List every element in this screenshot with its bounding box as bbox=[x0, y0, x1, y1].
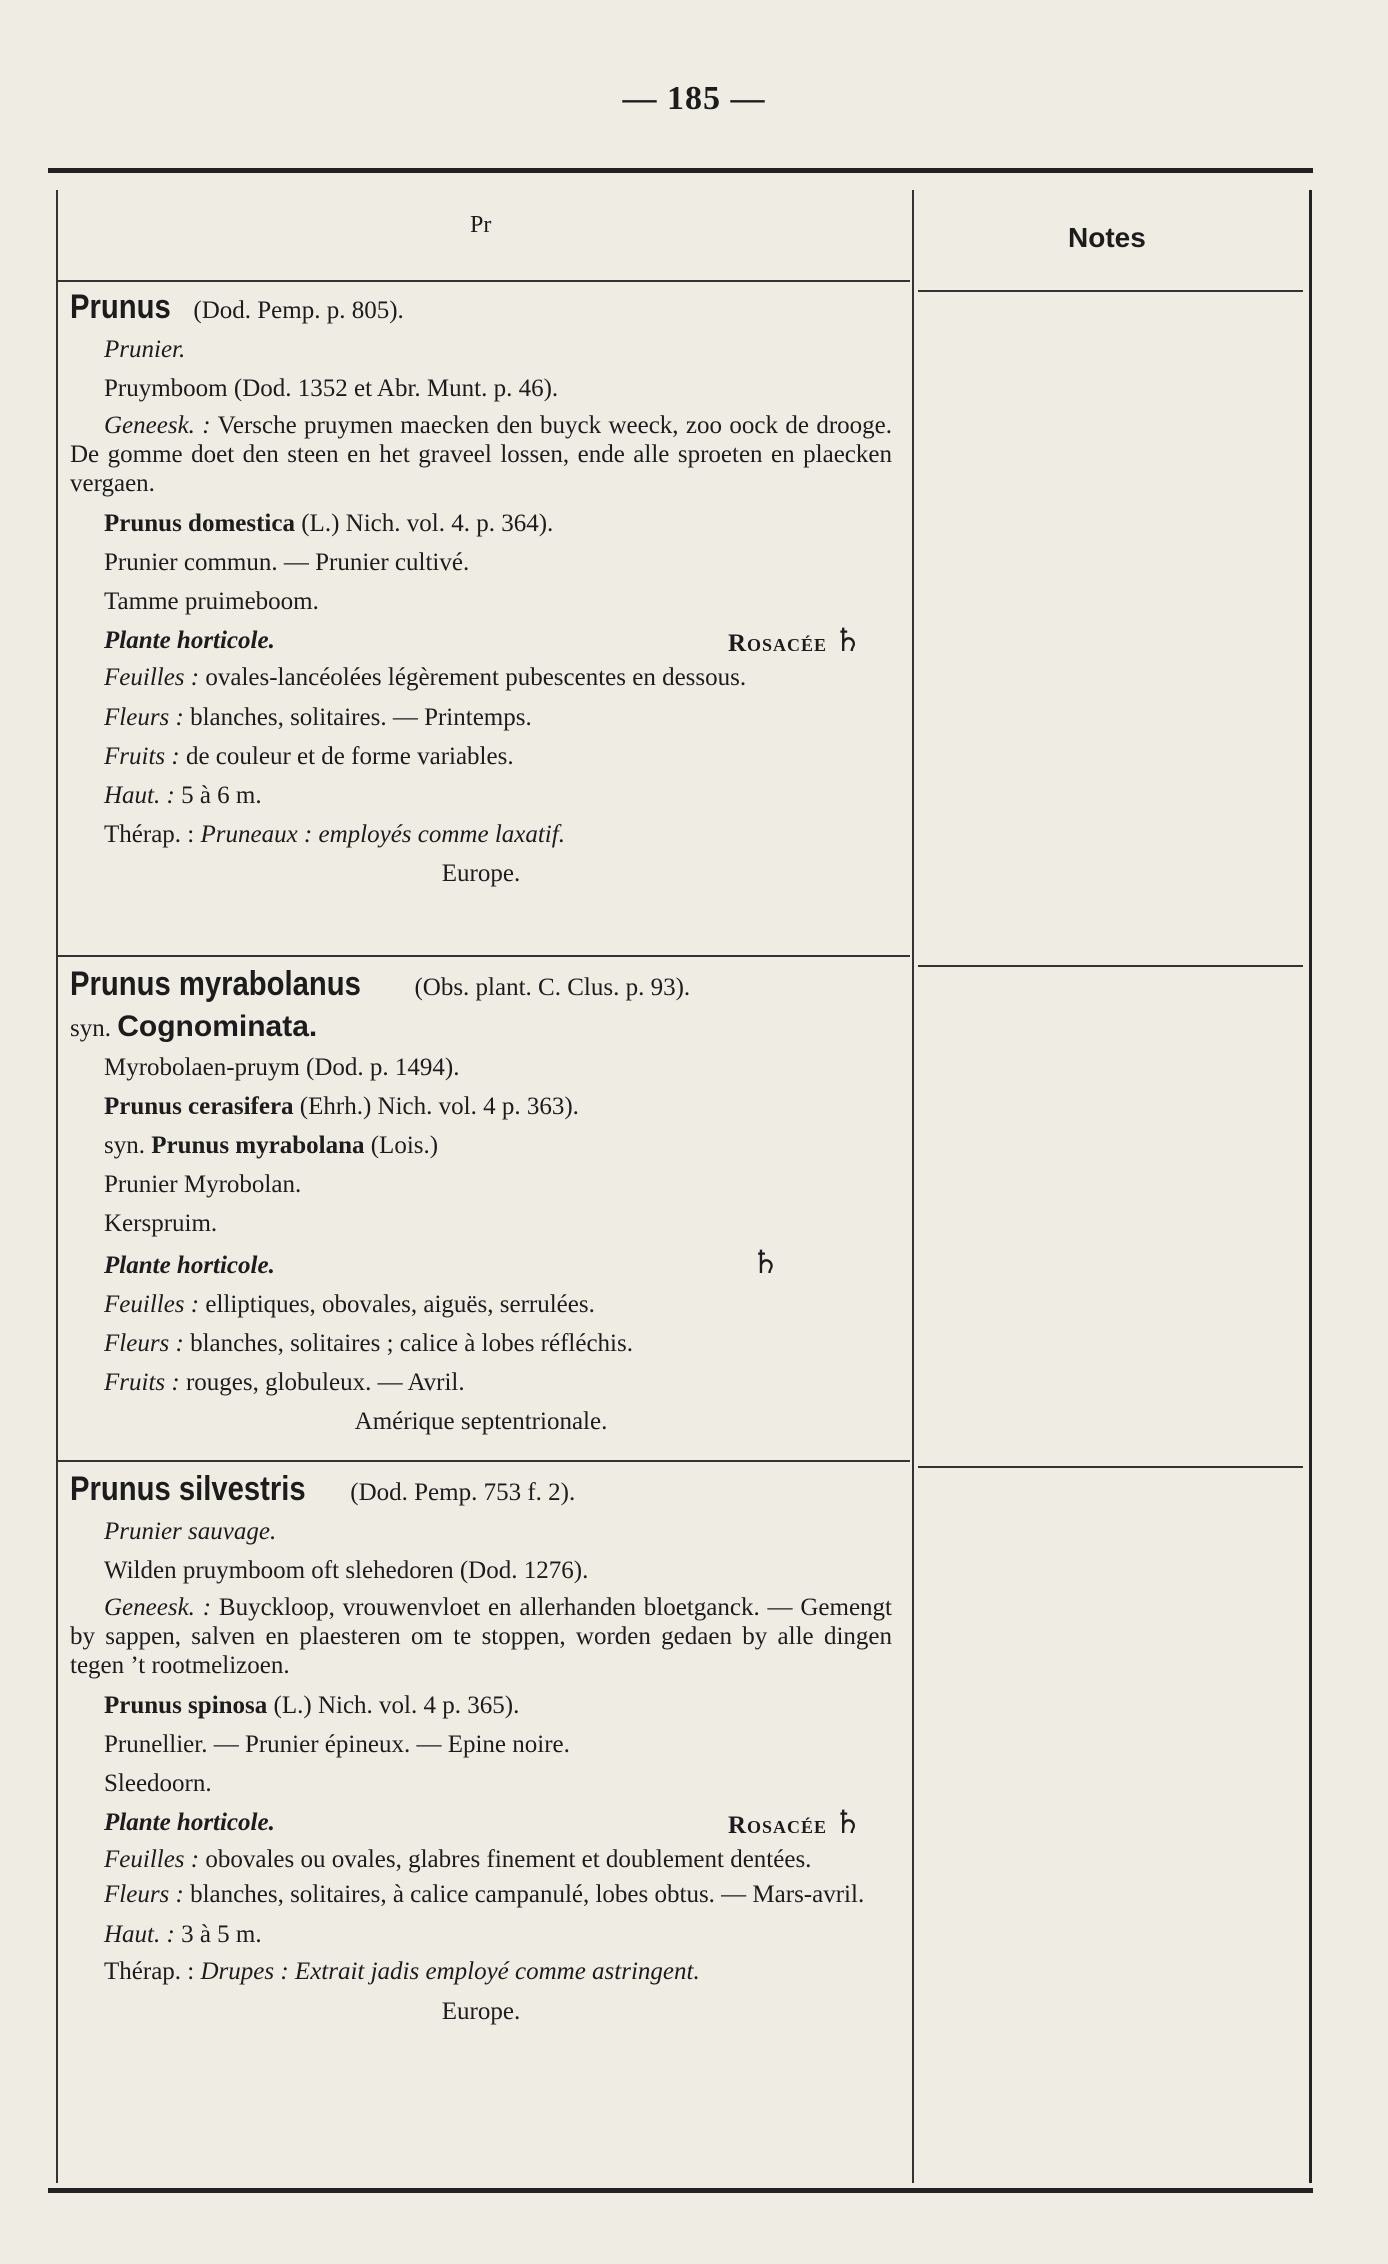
species-name: Prunus spinosa bbox=[104, 1692, 268, 1719]
height-text: 3 à 5 m. bbox=[181, 1921, 262, 1948]
entry-prunus-myrabolanus bbox=[70, 965, 892, 1441]
title-reference: (Dod. Pemp. p. 805). bbox=[193, 297, 404, 324]
species-name: Prunus cerasifera bbox=[104, 1093, 294, 1120]
french-names: Prunellier. — Prunier épineux. — Epine noire. bbox=[104, 1731, 570, 1758]
page-number: — 185 — bbox=[622, 80, 766, 117]
geneesk-paragraph bbox=[70, 411, 892, 498]
entry-title bbox=[70, 965, 892, 1007]
entry-title bbox=[70, 1470, 892, 1512]
synonym-2-label: syn. bbox=[104, 1132, 145, 1159]
geneesk-label: Geneesk. : bbox=[104, 412, 211, 439]
section-divider-2-right bbox=[918, 1466, 1303, 1468]
species-reference: (Ehrh.) Nich. vol. 4 p. 363). bbox=[299, 1093, 579, 1120]
leaves-label: Feuilles : bbox=[104, 664, 200, 691]
top-rule bbox=[48, 168, 1313, 173]
species-reference: (L.) Nich. vol. 4. p. 364). bbox=[301, 510, 554, 537]
dutch-name: Pruymboom (Dod. 1352 et Abr. Munt. p. 46). bbox=[104, 375, 559, 402]
family-tag bbox=[728, 621, 862, 663]
fruits-label: Fruits : bbox=[104, 1369, 180, 1396]
leaves-line bbox=[70, 1285, 892, 1324]
species-line bbox=[70, 1686, 892, 1725]
dutch-common-name: Sleedoorn. bbox=[104, 1770, 212, 1797]
fruits-label: Fruits : bbox=[104, 743, 180, 770]
genus-name: Prunus bbox=[70, 288, 171, 326]
species-heading: Prunus myrabolanus bbox=[70, 965, 361, 1003]
flowers-line bbox=[70, 698, 892, 737]
synonym-label: syn. bbox=[70, 1015, 111, 1042]
leaves-text: obovales ou ovales, glabres finement et doublement dentées. bbox=[205, 1846, 812, 1873]
dutch-name: Wilden pruymboom oft slehedoren (Dod. 1276). bbox=[104, 1557, 589, 1584]
therapy-label: Thérap. : bbox=[104, 821, 195, 848]
flowers-label: Fleurs : bbox=[104, 1330, 184, 1357]
entry-prunus bbox=[70, 288, 892, 893]
header-divider-right bbox=[918, 290, 1303, 292]
column-header-left: Pr bbox=[470, 212, 492, 238]
geneesk-paragraph bbox=[70, 1593, 892, 1680]
synonym-2-line bbox=[70, 1126, 892, 1165]
dutch-common-name: Kerspruim. bbox=[104, 1210, 218, 1237]
plant-type: Plante horticole. bbox=[104, 1252, 275, 1279]
flowers-text: blanches, solitaires ; calice à lobes réfléchis. bbox=[190, 1330, 633, 1357]
synonym-name: Cognominata. bbox=[117, 1010, 318, 1043]
plant-type-line bbox=[70, 1243, 892, 1285]
plant-type-line bbox=[70, 621, 892, 660]
species-name: Prunus domestica bbox=[104, 510, 295, 537]
header-divider-left bbox=[57, 280, 910, 282]
species-reference: (L.) Nich. vol. 4 p. 365). bbox=[273, 1692, 520, 1719]
flowers-text: blanches, solitaires. — Printemps. bbox=[190, 704, 532, 731]
region: Europe. bbox=[441, 860, 521, 887]
species-heading: Prunus silvestris bbox=[70, 1470, 306, 1508]
title-reference: (Obs. plant. C. Clus. p. 93). bbox=[414, 974, 691, 1001]
species-line bbox=[70, 1087, 892, 1126]
leaves-text: elliptiques, obovales, aiguës, serrulées. bbox=[205, 1291, 595, 1318]
flowers-label: Fleurs : bbox=[104, 704, 184, 731]
leaves-line bbox=[70, 1845, 892, 1874]
fruits-line bbox=[70, 737, 892, 776]
plant-type: Plante horticole. bbox=[104, 627, 275, 654]
shrub-symbol-icon: ♄ bbox=[751, 1244, 780, 1280]
title-reference: (Dod. Pemp. 753 f. 2). bbox=[350, 1479, 576, 1506]
flowers-label: Fleurs : bbox=[104, 1881, 184, 1908]
geneesk-label: Geneesk. : bbox=[104, 1594, 212, 1621]
height-line bbox=[70, 1915, 892, 1954]
synonym-2-name: Prunus myrabolana bbox=[151, 1132, 365, 1159]
family-name: Rosacée bbox=[727, 1812, 828, 1839]
therapy-label: Thérap. : bbox=[104, 1958, 195, 1985]
french-names: Prunier commun. — Prunier cultivé. bbox=[104, 549, 470, 576]
column-header-notes: Notes bbox=[1068, 222, 1146, 253]
section-divider-1-right bbox=[918, 965, 1303, 967]
section-divider-2-left bbox=[57, 1460, 910, 1462]
fruits-line bbox=[70, 1363, 892, 1402]
region: Amérique septentrionale. bbox=[354, 1408, 608, 1435]
synonym-line bbox=[70, 1007, 892, 1048]
leaves-text: ovales-lancéolées légèrement pubescentes en dessous. bbox=[205, 664, 747, 691]
synonym-2-reference: (Lois.) bbox=[370, 1132, 439, 1159]
family-name: Rosacée bbox=[727, 630, 828, 657]
plant-type: Plante horticole. bbox=[104, 1809, 275, 1836]
column-divider bbox=[912, 190, 914, 2183]
dutch-name: Myrobolaen-pruym (Dod. p. 1494). bbox=[104, 1054, 460, 1081]
leaves-label: Feuilles : bbox=[104, 1846, 200, 1873]
common-name-fr: Prunier. bbox=[104, 336, 186, 363]
common-name-fr: Prunier sauvage. bbox=[104, 1518, 277, 1545]
bottom-rule bbox=[48, 2188, 1313, 2193]
flowers-line bbox=[70, 1880, 892, 1909]
entry-prunus-silvestris bbox=[70, 1470, 892, 2031]
height-line bbox=[70, 776, 892, 815]
geneesk-text: Versche pruymen maecken den buyck weeck, zoo oock de drooge. De gomme doet den steen en het graveel lossen, ende alle sproeten en plaecken vergaen. bbox=[70, 412, 892, 497]
leaves-label: Feuilles : bbox=[104, 1291, 200, 1318]
plant-type-line bbox=[70, 1803, 892, 1842]
flowers-line bbox=[70, 1324, 892, 1363]
therapy-text: Drupes : Extrait jadis employé comme astringent. bbox=[200, 1958, 700, 1985]
fruits-text: de couleur et de forme variables. bbox=[185, 743, 514, 770]
leaves-line bbox=[70, 663, 892, 692]
flowers-text: blanches, solitaires, à calice campanulé, lobes obtus. — Mars-avril. bbox=[190, 1881, 865, 1908]
geneesk-text: Buyckloop, vrouwenvloet en allerhanden bloetganck. — Gemengt by sappen, salven en plaesteren om te stoppen, worden gedaen by alle dingen tegen ’t rootmelizoen. bbox=[70, 1594, 892, 1679]
section-divider-1-left bbox=[57, 955, 910, 957]
french-names: Prunier Myrobolan. bbox=[104, 1171, 302, 1198]
species-line bbox=[70, 504, 892, 543]
height-label: Haut. : bbox=[104, 782, 175, 809]
family-tag bbox=[728, 1803, 862, 1845]
shrub-symbol-icon: ♄ bbox=[833, 622, 862, 658]
therapy-line bbox=[70, 815, 892, 854]
region: Europe. bbox=[441, 1998, 521, 2025]
therapy-text: Pruneaux : employés comme laxatif. bbox=[200, 821, 565, 848]
dutch-common-name: Tamme pruimeboom. bbox=[104, 588, 319, 615]
entry-title bbox=[70, 288, 892, 330]
shrub-symbol-icon: ♄ bbox=[833, 1804, 862, 1840]
therapy-line bbox=[70, 1957, 892, 1986]
height-text: 5 à 6 m. bbox=[181, 782, 262, 809]
fruits-text: rouges, globuleux. — Avril. bbox=[185, 1369, 465, 1396]
height-label: Haut. : bbox=[104, 1921, 175, 1948]
